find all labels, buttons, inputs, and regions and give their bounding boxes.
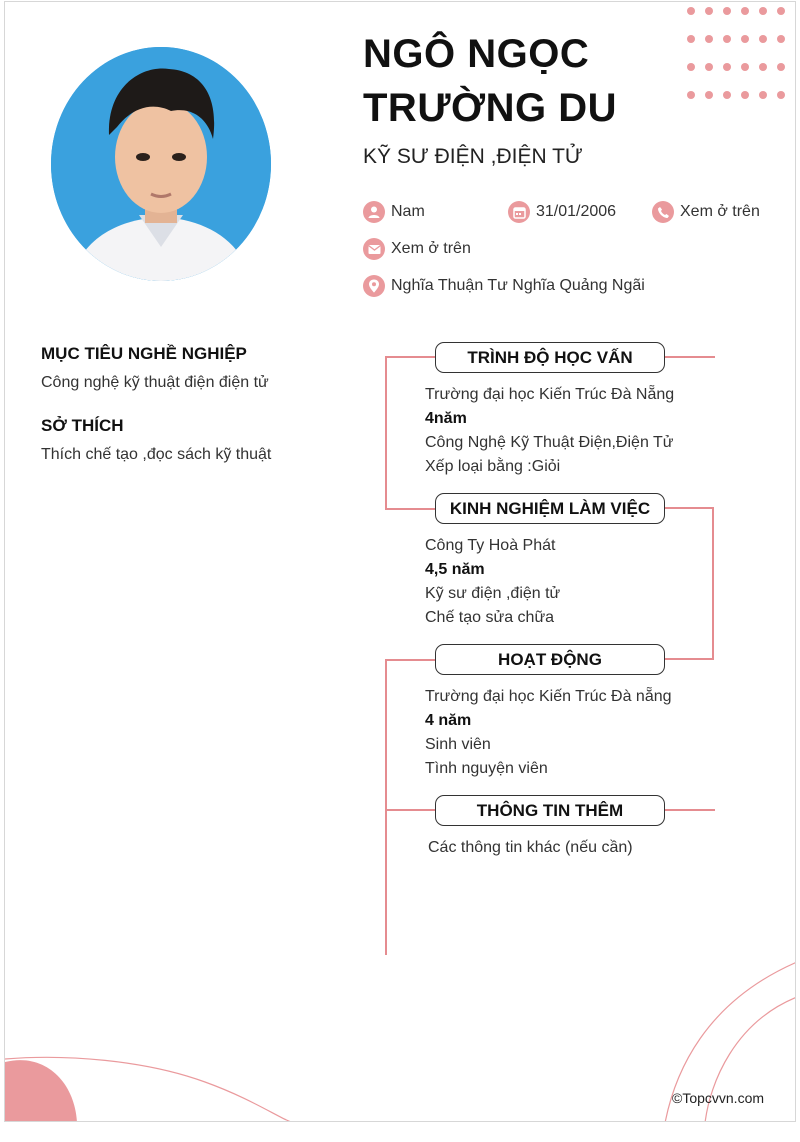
experience-task: Chế tạo sửa chữa bbox=[425, 609, 555, 626]
cv-page bbox=[4, 1, 796, 1122]
experience-heading: KINH NGHIỆM LÀM VIỆC bbox=[435, 493, 665, 524]
decorative-dots bbox=[687, 3, 777, 103]
objective-heading: MỤC TIÊU NGHỀ NGHIỆP bbox=[41, 344, 247, 363]
education-heading: TRÌNH ĐỘ HỌC VẤN bbox=[435, 342, 665, 373]
education-grade: Xếp loại bằng :Giỏi bbox=[425, 458, 561, 475]
activities-role: Sinh viên bbox=[425, 736, 491, 753]
activities-org: Trường đại học Kiến Trúc Đà nẵng bbox=[425, 688, 672, 705]
timeline-line bbox=[385, 508, 437, 510]
phone-item bbox=[652, 201, 760, 223]
copyright-text: ©Topcvvn.com bbox=[672, 1090, 765, 1106]
timeline-line bbox=[665, 658, 714, 660]
timeline-line bbox=[665, 507, 714, 509]
activities-desc: Tình nguyện viên bbox=[425, 760, 548, 777]
phone-value: Xem ở trên bbox=[680, 203, 760, 220]
education-major: Công Nghệ Kỹ Thuật Điện,Điện Tử bbox=[425, 434, 674, 451]
activities-duration: 4 năm bbox=[425, 712, 472, 729]
education-duration: 4năm bbox=[425, 410, 467, 427]
timeline-line bbox=[385, 659, 437, 661]
experience-position: Kỹ sư điện ,điện tử bbox=[425, 585, 561, 602]
address-value: Nghĩa Thuận Tư Nghĩa Quảng Ngãi bbox=[391, 277, 645, 294]
birthday-value: 31/01/2006 bbox=[536, 203, 617, 220]
hobby-heading: SỞ THÍCH bbox=[41, 416, 124, 435]
additional-heading: THÔNG TIN THÊM bbox=[435, 795, 665, 826]
timeline-line bbox=[712, 507, 714, 660]
timeline-line bbox=[385, 356, 387, 510]
email-icon bbox=[363, 238, 385, 260]
location-pin-icon bbox=[363, 275, 385, 297]
hobby-text: Thích chế tạo ,đọc sách kỹ thuật bbox=[41, 446, 272, 463]
person-icon bbox=[363, 201, 385, 223]
name-line-2: TRƯỜNG DU bbox=[363, 86, 618, 130]
experience-company: Công Ty Hoà Phát bbox=[425, 537, 556, 554]
experience-duration: 4,5 năm bbox=[425, 561, 485, 578]
job-title: KỸ SƯ ĐIỆN ,ĐIỆN TỬ bbox=[363, 145, 583, 168]
objective-text: Công nghệ kỹ thuật điện điện tử bbox=[41, 374, 269, 391]
email-item bbox=[363, 238, 471, 260]
email-value: Xem ở trên bbox=[391, 240, 471, 257]
calendar-icon bbox=[508, 201, 530, 223]
education-school: Trường đại học Kiến Trúc Đà Nẵng bbox=[425, 386, 675, 403]
phone-icon bbox=[652, 201, 674, 223]
gender-item bbox=[363, 201, 425, 223]
profile-photo bbox=[51, 47, 271, 281]
timeline-line bbox=[385, 659, 387, 955]
timeline-line bbox=[665, 809, 715, 811]
name-line-1: NGÔ NGỌC bbox=[363, 32, 590, 76]
birthday-item bbox=[508, 201, 616, 223]
gender-value: Nam bbox=[391, 203, 425, 220]
activities-heading: HOẠT ĐỘNG bbox=[435, 644, 665, 675]
timeline-line bbox=[385, 356, 437, 358]
timeline-line bbox=[665, 356, 715, 358]
address-item bbox=[363, 275, 645, 297]
additional-text: Các thông tin khác (nếu cần) bbox=[428, 839, 633, 856]
timeline-line bbox=[385, 809, 437, 811]
